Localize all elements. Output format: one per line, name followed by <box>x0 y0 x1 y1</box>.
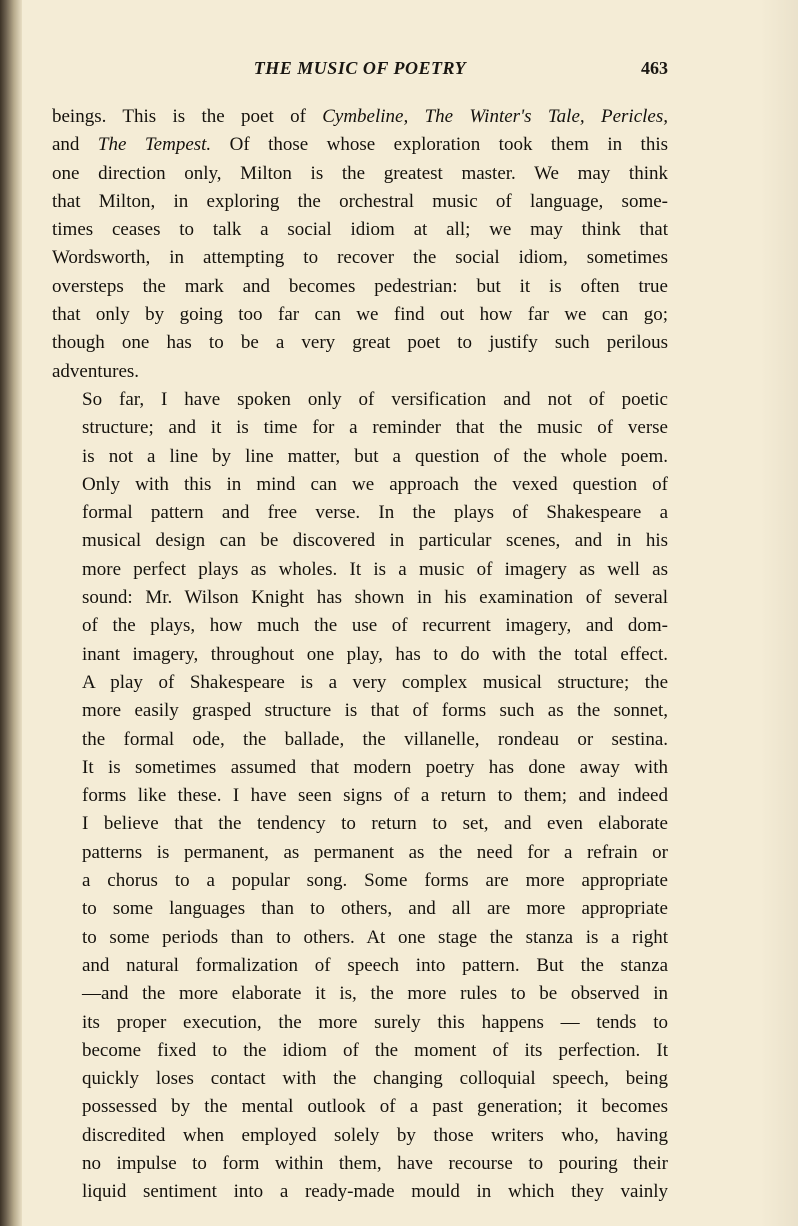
text-line: more easily grasped structure is that of forms such as the sonnet, <box>82 700 668 722</box>
text-line: formal pattern and free verse. In the plays of Shakespeare a <box>82 502 668 524</box>
page-number: 463 <box>641 58 668 78</box>
text-line: structure; and it is time for a reminder that the music of verse <box>82 417 668 439</box>
text-line: of the plays, how much the use of recurrent imagery, and dom- <box>82 615 668 637</box>
text-line: quickly loses contact with the changing colloquial speech, being <box>82 1068 668 1090</box>
text-line: discredited when employed solely by those writers who, having <box>82 1124 668 1146</box>
text-line: to some languages than to others, and all are more appropriate <box>82 898 668 920</box>
body-text <box>52 103 668 1207</box>
paragraph <box>52 386 668 1207</box>
text-line: though one has to be a very great poet to justify such perilous <box>52 332 668 354</box>
text-line: beings. This is the poet of Cymbeline, The Winter's Tale, Pericles, <box>52 106 668 127</box>
text-line: It is sometimes assumed that modern poetry has done away with <box>82 756 668 778</box>
text-line: —and the more elaborate it is, the more rules to be observed in <box>82 983 668 1005</box>
text-line: the formal ode, the ballade, the villanelle, rondeau or sestina. <box>82 728 668 750</box>
text-line: and The Tempest. Of those whose exploration took them in this <box>52 134 669 156</box>
page-header <box>52 58 668 82</box>
text-line: inant imagery, throughout one play, has to do with the total effect. <box>82 643 668 665</box>
text-line: patterns is permanent, as permanent as the need for a refrain or <box>82 841 668 863</box>
italic-title: The Tempest. <box>97 134 212 156</box>
text-line: that only by going too far can we find out how far we can go; <box>52 304 668 326</box>
text-line: is not a line by line matter, but a question of the whole poem. <box>82 445 668 467</box>
text-line: its proper execution, the more surely this happens — tends to <box>82 1011 668 1033</box>
text-line: Wordsworth, in attempting to recover the social idiom, sometimes <box>52 247 668 269</box>
paragraph <box>52 103 668 386</box>
text-line: to some periods than to others. At one stage the stanza is a right <box>82 926 668 948</box>
text-line: oversteps the mark and becomes pedestrian: but it is often true <box>52 275 668 297</box>
text-line: one direction only, Milton is the greatest master. We may think <box>52 162 668 184</box>
text-line: possessed by the mental outlook of a past generation; it becomes <box>82 1096 668 1118</box>
text-line: liquid sentiment into a ready-made mould in which they vainly <box>82 1181 668 1203</box>
text-line: and natural formalization of speech into pattern. But the stanza <box>82 954 668 976</box>
text-line: no impulse to form within them, have recourse to pouring their <box>82 1152 668 1174</box>
text-line: a chorus to a popular song. Some forms are more appropriate <box>82 870 668 892</box>
text-line: times ceases to talk a social idiom at all; we may think that <box>52 219 668 241</box>
text-line: I believe that the tendency to return to set, and even elaborate <box>82 813 668 835</box>
text-line: musical design can be discovered in particular scenes, and in his <box>82 530 668 552</box>
text-line: that Milton, in exploring the orchestral music of language, some- <box>52 190 668 212</box>
text-line: become fixed to the idiom of the moment of its perfection. It <box>82 1039 668 1061</box>
text-line: sound: Mr. Wilson Knight has shown in his examination of several <box>82 587 668 609</box>
italic-title: Cymbeline, The Winter's Tale, Pericles, <box>322 106 668 127</box>
text-line: more perfect plays as wholes. It is a music of imagery as well as <box>82 558 668 580</box>
text-line: Only with this in mind can we approach the vexed question of <box>82 473 668 495</box>
text-line: forms like these. I have seen signs of a return to them; and indeed <box>82 785 668 807</box>
text-line: A play of Shakespeare is a very complex musical structure; the <box>82 671 668 693</box>
text-line: So far, I have spoken only of versification and not of poetic <box>82 388 668 410</box>
running-title: THE MUSIC OF POETRY <box>253 58 467 78</box>
text-line: adventures. <box>52 360 140 382</box>
